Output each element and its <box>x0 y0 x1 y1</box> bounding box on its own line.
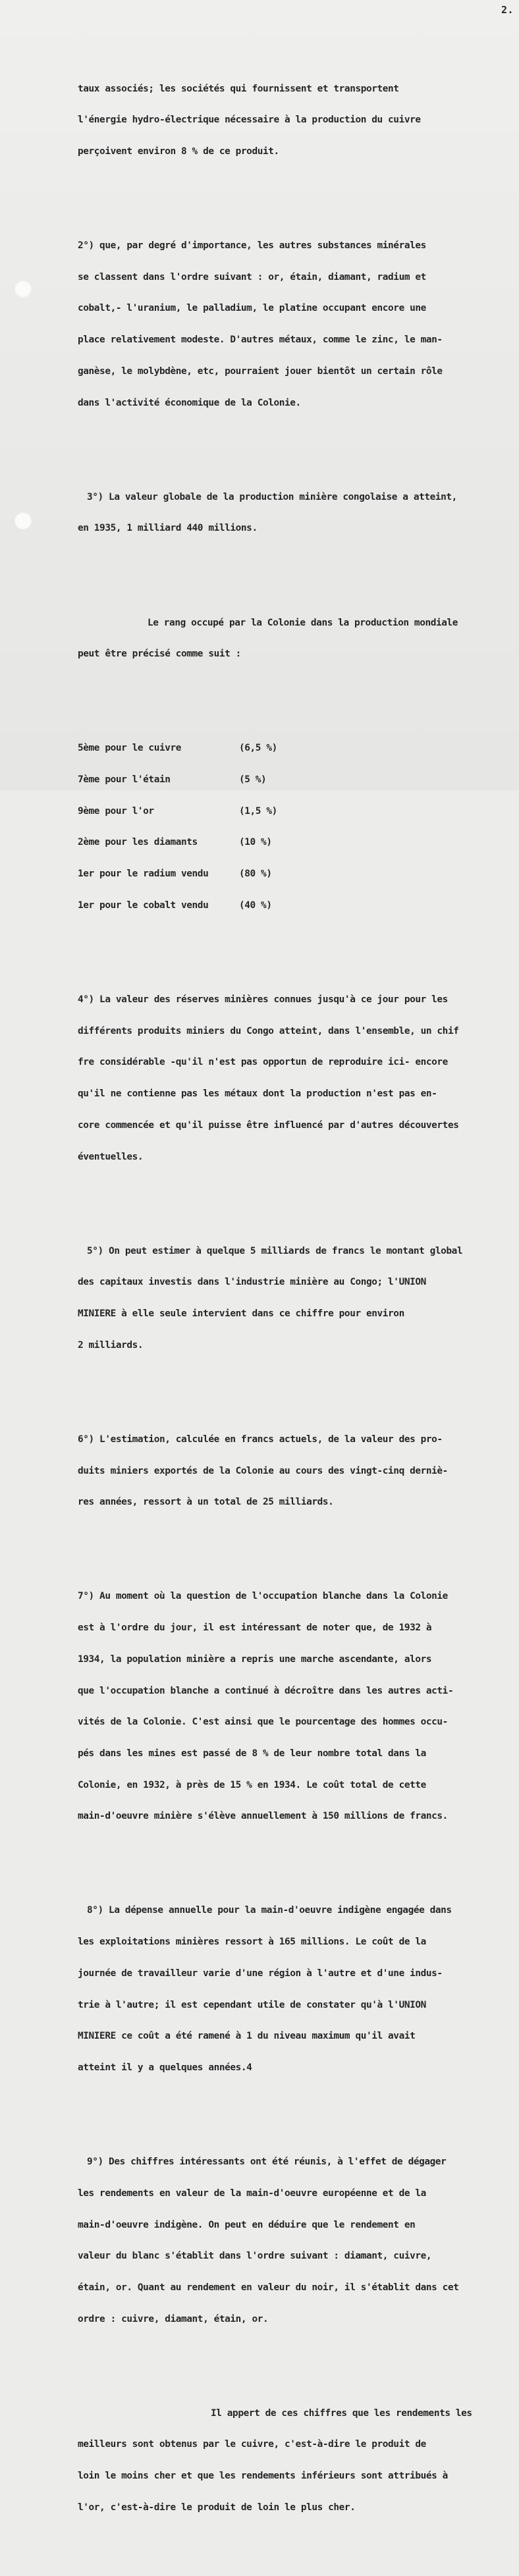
text-line: fre considérable -qu'il n'est pas opportun de reproduire ici- encore <box>78 1057 448 1068</box>
text-line: atteint il y a quelques années.4 <box>78 2062 252 2073</box>
paragraph-2 <box>78 220 519 429</box>
text-line: 9°) Des chiffres intéressants ont été réunis, à l'effet de dégager <box>87 2157 447 2168</box>
rank-share: (1,5 %) <box>239 805 277 817</box>
rank-row <box>78 901 519 911</box>
document-body <box>78 32 519 2576</box>
text-line: taux associés; les sociétés qui fournissent et transportent <box>78 83 399 94</box>
rank-label: 1er pour le radium vendu <box>78 869 209 880</box>
rank-label: 5ème pour le cuivre <box>78 743 182 754</box>
text-line: l'énergie hydro-électrique nécessaire à la production du cuivre <box>78 115 421 126</box>
text-line: dans l'activité économique de la Colonie. <box>78 397 301 408</box>
paragraph-conclusion <box>78 2388 519 2535</box>
text-line: qu'il ne contienne pas les métaux dont la production n'est pas en- <box>78 1088 437 1100</box>
text-line: meilleurs sont obtenus par le cuivre, c'est-à-dire le produit de <box>78 2439 426 2450</box>
rank-share: (10 %) <box>239 837 272 848</box>
text-line: 8°) La dépense annuelle pour la main-d'oeuvre indigène engagée dans <box>87 1905 452 1916</box>
text-line: est à l'ordre du jour, il est intéressant de noter que, de 1932 à <box>78 1623 432 1634</box>
text-line: se classent dans l'ordre suivant : or, étain, diamant, radium et <box>78 271 426 282</box>
rank-share: (5 %) <box>239 774 267 786</box>
text-line: l'or, c'est-à-dire le produit de loin le plus cher. <box>78 2502 356 2513</box>
rank-row <box>78 838 519 848</box>
text-line: peut être précisé comme suit : <box>78 649 241 660</box>
punch-hole-lower <box>14 512 32 529</box>
rank-label: 7ème pour l'étain <box>78 774 171 786</box>
text-line: Il appert de ces chiffres que les rendements les <box>211 2407 472 2419</box>
text-line: duits miniers exportés de la Colonie au cours des vingt-cinq derniè- <box>78 1465 448 1476</box>
text-line: res années, ressort à un total de 25 milliards. <box>78 1497 334 1508</box>
rank-share: (40 %) <box>239 899 272 911</box>
rank-share: (6,5 %) <box>239 743 277 754</box>
rank-share: (80 %) <box>239 869 272 880</box>
rank-row <box>78 775 519 786</box>
paragraph-9 <box>78 2136 519 2346</box>
text-line: Colonie, en 1932, à près de 15 % en 1934. Le coût total de cette <box>78 1779 426 1790</box>
paragraph-4 <box>78 974 519 1183</box>
text-line: cobalt,- l'uranium, le palladium, le platine occupant encore une <box>78 303 426 314</box>
text-line: main-d'oeuvre minière s'élève annuellement à 150 millions de francs. <box>78 1811 448 1822</box>
text-line: valeur du blanc s'établit dans l'ordre suivant : diamant, cuivre, <box>78 2251 432 2262</box>
text-line: des capitaux investis dans l'industrie minière au Congo; l'UNION <box>78 1277 426 1288</box>
paragraph-3 <box>78 471 519 555</box>
punch-hole-upper <box>14 281 32 298</box>
text-line: ordre : cuivre, diamant, étain, or. <box>78 2313 269 2324</box>
text-line: les exploitations minières ressort à 165 millions. Le coût de la <box>78 1937 426 1948</box>
text-line: que l'occupation blanche a continué à décroître dans les autres acti- <box>78 1685 454 1696</box>
text-line: en 1935, 1 milliard 440 millions. <box>78 523 258 534</box>
text-line: core commencée et qu'il puisse être influencé par d'autres découvertes <box>78 1119 459 1131</box>
text-line: pés dans les mines est passé de 8 % de leur nombre total dans la <box>78 1748 426 1759</box>
rank-row <box>78 807 519 817</box>
text-line: vités de la Colonie. C'est ainsi que le pourcentage des hommes occu- <box>78 1717 448 1728</box>
text-line: 2 milliards. <box>78 1339 144 1351</box>
rank-row <box>78 743 519 754</box>
text-line: 3°) La valeur globale de la production minière congolaise a atteint, <box>87 491 457 502</box>
text-line: 2°) que, par degré d'importance, les autres substances minérales <box>78 240 426 252</box>
text-line: main-d'oeuvre indigène. On peut en déduire que le rendement en <box>78 2219 416 2230</box>
rank-row <box>78 869 519 880</box>
text-line: 1934, la population minière a repris une marche ascendante, alors <box>78 1653 432 1665</box>
text-line: MINIERE à elle seule intervient dans ce chiffre pour environ <box>78 1308 404 1320</box>
text-line: les rendements en valeur de la main-d'oeuvre européenne et de la <box>78 2187 426 2199</box>
text-line: 4°) La valeur des réserves minières connues jusqu'à ce jour pour les <box>78 994 448 1005</box>
rank-label: 1er pour le cobalt vendu <box>78 899 209 911</box>
text-line: 6°) L'estimation, calculée en francs actuels, de la valeur des pro- <box>78 1434 443 1445</box>
text-line: 5°) On peut estimer à quelque 5 milliards de francs le montant global <box>87 1245 463 1256</box>
text-line: place relativement modeste. D'autres métaux, comme le zinc, le man- <box>78 335 443 346</box>
world-rank-list <box>78 723 519 932</box>
text-line: loin le moins cher et que les rendements inférieurs sont attribués à <box>78 2471 448 2482</box>
text-line: trie à l'autre; il est cependant utile de constater qu'à l'UNION <box>78 1999 426 2010</box>
text-line: éventuelles. <box>78 1151 144 1162</box>
text-line: différents produits miniers du Congo atteint, dans l'ensemble, un chif <box>78 1025 459 1036</box>
paragraph-8 <box>78 1885 519 2095</box>
paragraph-continuation <box>78 63 519 178</box>
text-line: journée de travailleur varie d'une région à l'autre et d'une indus- <box>78 1968 443 1979</box>
text-line: 7°) Au moment où la question de l'occupation blanche dans la Colonie <box>78 1591 448 1602</box>
text-line: Le rang occupé par la Colonie dans la production mondiale <box>148 617 458 628</box>
text-line: ganèse, le molybdène, etc, pourraient jouer bientôt un certain rôle <box>78 365 443 377</box>
text-line: étain, or. Quant au rendement en valeur du noir, il s'établit dans cet <box>78 2282 459 2293</box>
text-line: MINIERE ce coût a été ramené à 1 du niveau maximum qu'il avait <box>78 2031 416 2042</box>
text-line: perçoivent environ 8 % de ce produit. <box>78 146 279 157</box>
rank-label: 9ème pour l'or <box>78 805 154 817</box>
rank-label: 2ème pour les diamants <box>78 837 198 848</box>
paragraph-6 <box>78 1414 519 1529</box>
paragraph-3-rank-intro <box>78 597 519 681</box>
paragraph-5 <box>78 1225 519 1372</box>
page-number: 2. <box>501 4 514 16</box>
paragraph-7 <box>78 1571 519 1843</box>
